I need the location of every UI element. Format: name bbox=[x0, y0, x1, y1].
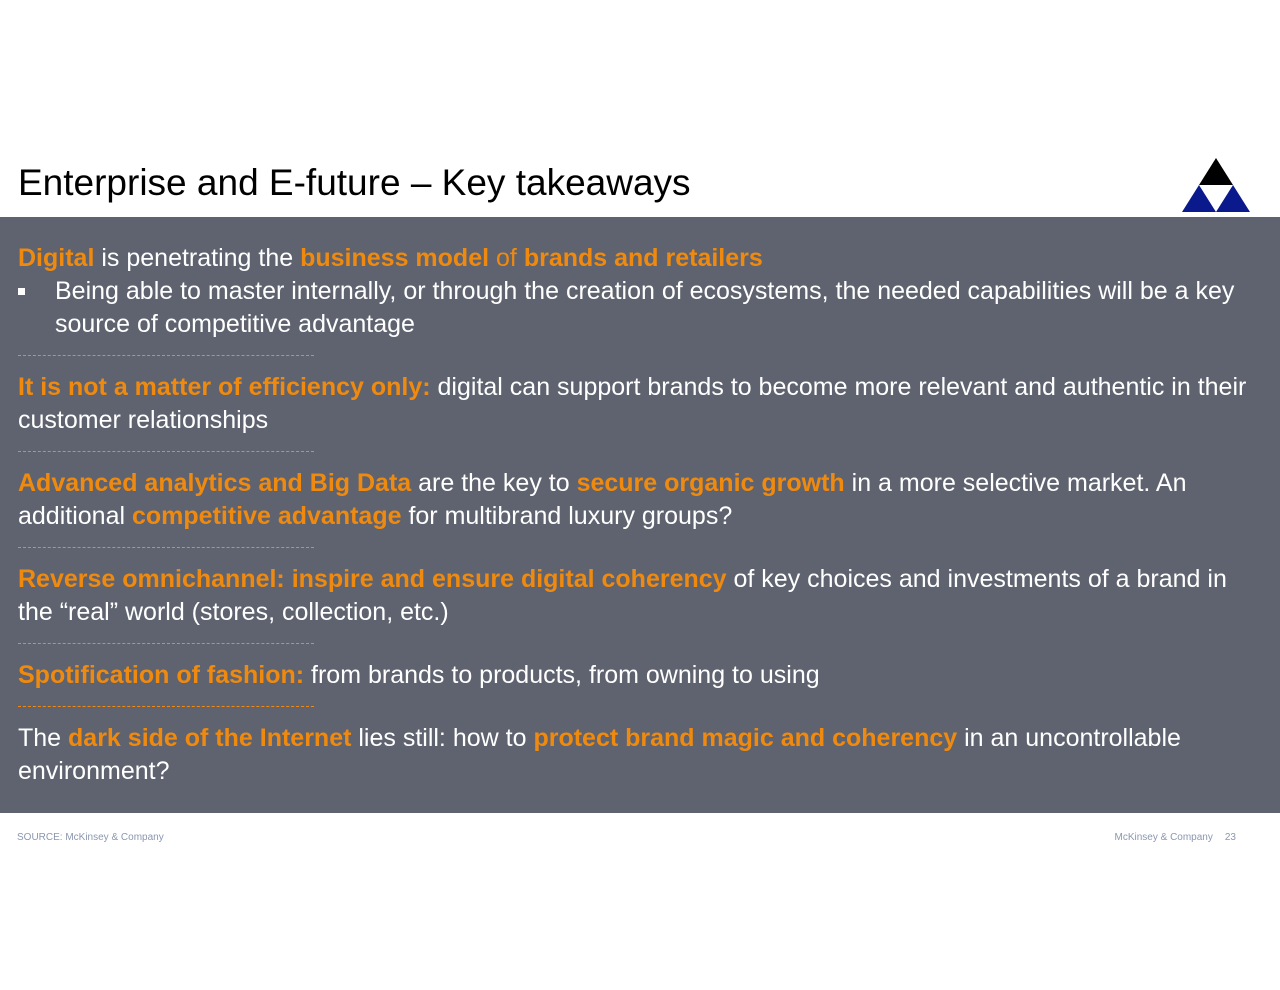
divider bbox=[18, 706, 314, 707]
footer-company bbox=[1115, 832, 1237, 843]
takeaways-panel bbox=[0, 217, 1280, 813]
divider bbox=[18, 355, 314, 356]
takeaway-efficiency: It is not a matter of efficiency only: digital can support brands to become more relevant and authentic in their customer relationships bbox=[18, 373, 1247, 434]
divider bbox=[18, 643, 314, 644]
takeaway-bullet: Being able to master internally, or through the creation of ecosystems, the needed capabilities will be a key source of competitive advantage bbox=[18, 275, 1258, 341]
takeaway-dark-side: The dark side of the Internet lies still: how to protect brand magic and coherency in an uncontrollable environment? bbox=[18, 724, 1181, 785]
company-name: McKinsey & Company bbox=[1114, 832, 1213, 843]
page-number: 23 bbox=[1224, 832, 1236, 843]
takeaway-spotification: Spotification of fashion: from brands to products, from owning to using bbox=[18, 661, 820, 689]
divider bbox=[18, 547, 314, 548]
divider bbox=[18, 451, 314, 452]
takeaway-omnichannel: Reverse omnichannel: inspire and ensure digital coherency of key choices and investments of a brand in the “real” world (stores, collection, etc.) bbox=[18, 565, 1227, 626]
square-bullet-icon bbox=[18, 288, 25, 295]
takeaway-digital: Digital is penetrating the business model of brands and retailers bbox=[18, 244, 763, 272]
triangle-logo-icon bbox=[1182, 158, 1250, 212]
slide-title: Enterprise and E-future – Key takeaways bbox=[18, 162, 691, 203]
source-note: SOURCE: McKinsey & Company bbox=[17, 832, 164, 843]
takeaway-analytics: Advanced analytics and Big Data are the key to secure organic growth in a more selective market. An additional competitive advantage for multibrand luxury groups? bbox=[18, 469, 1187, 530]
